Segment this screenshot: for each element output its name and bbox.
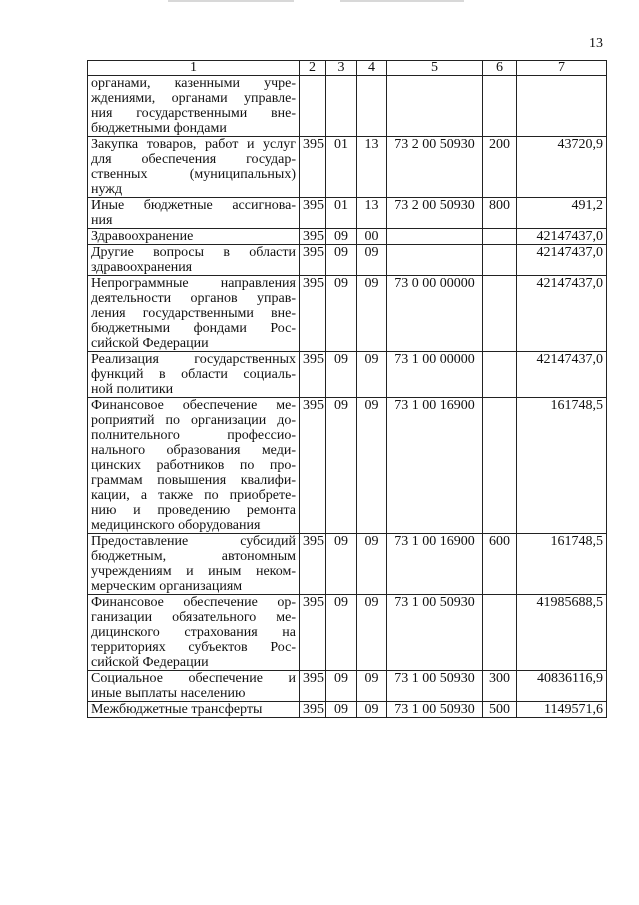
row-description [88,245,300,276]
section-code: 09 [326,702,357,718]
target-article-code: 73 2 00 50930 [387,198,483,229]
description-line: граммам повышения квалифи- [91,473,296,488]
amount: 42147437,0 [517,276,607,352]
description-line: Финансовое обеспечение ор- [91,595,296,610]
description-line: территориях субъектов Рос- [91,640,296,655]
row-description [88,198,300,229]
description-line: ственных (муниципальных) [91,167,296,182]
table-header-row [88,61,607,76]
subsection-code: 09 [357,398,387,534]
ministry-code [300,76,326,137]
amount: 161748,5 [517,398,607,534]
description-line: здравоохранения [91,260,193,275]
description-line: дицинского страхования на [91,625,296,640]
scan-mark-left [168,0,294,2]
ministry-code: 395 [300,276,326,352]
description-line: ганизации обязательного ме- [91,610,296,625]
section-code: 01 [326,198,357,229]
section-code: 09 [326,595,357,671]
amount: 1149571,6 [517,702,607,718]
description-line: нужд [91,182,123,197]
expense-type-code: 300 [483,671,517,702]
column-header: 5 [387,61,483,76]
description-line: мерческим организациям [91,579,243,594]
table-body [88,76,607,718]
description-line: бюджетными фондами Рос- [91,321,296,336]
column-header: 3 [326,61,357,76]
ministry-code: 395 [300,702,326,718]
description-line: сийской Федерации [91,655,209,670]
row-description [88,76,300,137]
table-row [88,352,607,398]
row-description [88,276,300,352]
description-line: учреждениям и иным неком- [91,564,296,579]
expense-type-code [483,229,517,245]
subsection-code: 13 [357,137,387,198]
description-line: роприятий по организации до- [91,413,296,428]
amount: 40836116,9 [517,671,607,702]
table-row [88,76,607,137]
amount: 43720,9 [517,137,607,198]
table-row [88,534,607,595]
table-row [88,398,607,534]
table-row [88,671,607,702]
description-line: Иные бюджетные ассигнова- [91,198,296,213]
description-line: цинских работников по про- [91,458,296,473]
description-line: для обеспечения государ- [91,152,296,167]
section-code: 09 [326,352,357,398]
column-header: 7 [517,61,607,76]
section-code: 09 [326,276,357,352]
expense-type-code [483,398,517,534]
ministry-code: 395 [300,245,326,276]
row-description [88,398,300,534]
target-article-code: 73 1 00 50930 [387,595,483,671]
target-article-code: 73 1 00 00000 [387,352,483,398]
expense-type-code [483,595,517,671]
amount: 42147437,0 [517,245,607,276]
subsection-code: 09 [357,671,387,702]
ministry-code: 395 [300,398,326,534]
description-line: Закупка товаров, работ и услуг [91,137,296,152]
target-article-code [387,245,483,276]
target-article-code: 73 1 00 50930 [387,671,483,702]
section-code: 09 [326,671,357,702]
description-line: бюджетным, автономным [91,549,296,564]
description-line: Финансовое обеспечение ме- [91,398,296,413]
section-code: 09 [326,229,357,245]
description-line: нию и проведению ремонта [91,503,296,518]
section-code: 01 [326,137,357,198]
row-description [88,595,300,671]
column-header: 2 [300,61,326,76]
column-header: 6 [483,61,517,76]
subsection-code: 09 [357,534,387,595]
subsection-code: 09 [357,352,387,398]
expense-type-code [483,245,517,276]
table-row [88,229,607,245]
description-line: полнительного профессио- [91,428,296,443]
target-article-code: 73 1 00 16900 [387,534,483,595]
description-line: Предоставление субсидий [91,534,296,549]
section-code: 09 [326,398,357,534]
amount: 491,2 [517,198,607,229]
subsection-code: 09 [357,702,387,718]
row-description [88,137,300,198]
subsection-code: 09 [357,276,387,352]
expense-type-code: 200 [483,137,517,198]
amount: 161748,5 [517,534,607,595]
description-line: функций в области социаль- [91,367,296,382]
amount: 41985688,5 [517,595,607,671]
subsection-code: 09 [357,595,387,671]
amount: 42147437,0 [517,352,607,398]
description-line: ния [91,213,113,228]
row-description [88,229,300,245]
row-description [88,534,300,595]
description-line: Другие вопросы в области [91,245,296,260]
subsection-code: 09 [357,245,387,276]
section-code: 09 [326,534,357,595]
description-line: ждениями, органами управле- [91,91,296,106]
expense-type-code: 800 [483,198,517,229]
expense-type-code [483,76,517,137]
description-line: Непрограммные направления [91,276,296,291]
description-line: Реализация государственных [91,352,296,367]
section-code: 09 [326,245,357,276]
table-row [88,702,607,718]
description-line: деятельности органов управ- [91,291,296,306]
table-row [88,276,607,352]
description-line: Здравоохранение [91,229,194,244]
row-description [88,702,300,718]
description-line: ления государственными вне- [91,306,296,321]
description-line: бюджетными фондами [91,121,227,136]
column-header: 4 [357,61,387,76]
description-line: органами, казенными учре- [91,76,296,91]
scan-mark-right [340,0,464,2]
ministry-code: 395 [300,198,326,229]
ministry-code: 395 [300,595,326,671]
description-line: ния государственными вне- [91,106,296,121]
subsection-code: 13 [357,198,387,229]
column-header: 1 [88,61,300,76]
ministry-code: 395 [300,137,326,198]
section-code [326,76,357,137]
subsection-code [357,76,387,137]
target-article-code [387,229,483,245]
expense-type-code [483,276,517,352]
expense-type-code: 500 [483,702,517,718]
ministry-code: 395 [300,352,326,398]
table-row [88,245,607,276]
table-row [88,198,607,229]
description-line: ной политики [91,382,174,397]
budget-table [87,60,607,718]
page-number: 13 [589,36,603,51]
target-article-code: 73 1 00 50930 [387,702,483,718]
description-line: нального образования меди- [91,443,296,458]
description-line: кации, а также по приобрете- [91,488,296,503]
ministry-code: 395 [300,671,326,702]
ministry-code: 395 [300,534,326,595]
description-line: Социальное обеспечение и [91,671,296,686]
target-article-code: 73 0 00 00000 [387,276,483,352]
expense-type-code: 600 [483,534,517,595]
table-row [88,595,607,671]
target-article-code: 73 1 00 16900 [387,398,483,534]
description-line: медицинского оборудования [91,518,261,533]
amount: 42147437,0 [517,229,607,245]
description-line: Межбюджетные трансферты [91,702,263,717]
amount [517,76,607,137]
ministry-code: 395 [300,229,326,245]
target-article-code [387,76,483,137]
description-line: иные выплаты населению [91,686,246,701]
description-line: сийской Федерации [91,336,209,351]
row-description [88,352,300,398]
row-description [88,671,300,702]
table-row [88,137,607,198]
subsection-code: 00 [357,229,387,245]
expense-type-code [483,352,517,398]
target-article-code: 73 2 00 50930 [387,137,483,198]
